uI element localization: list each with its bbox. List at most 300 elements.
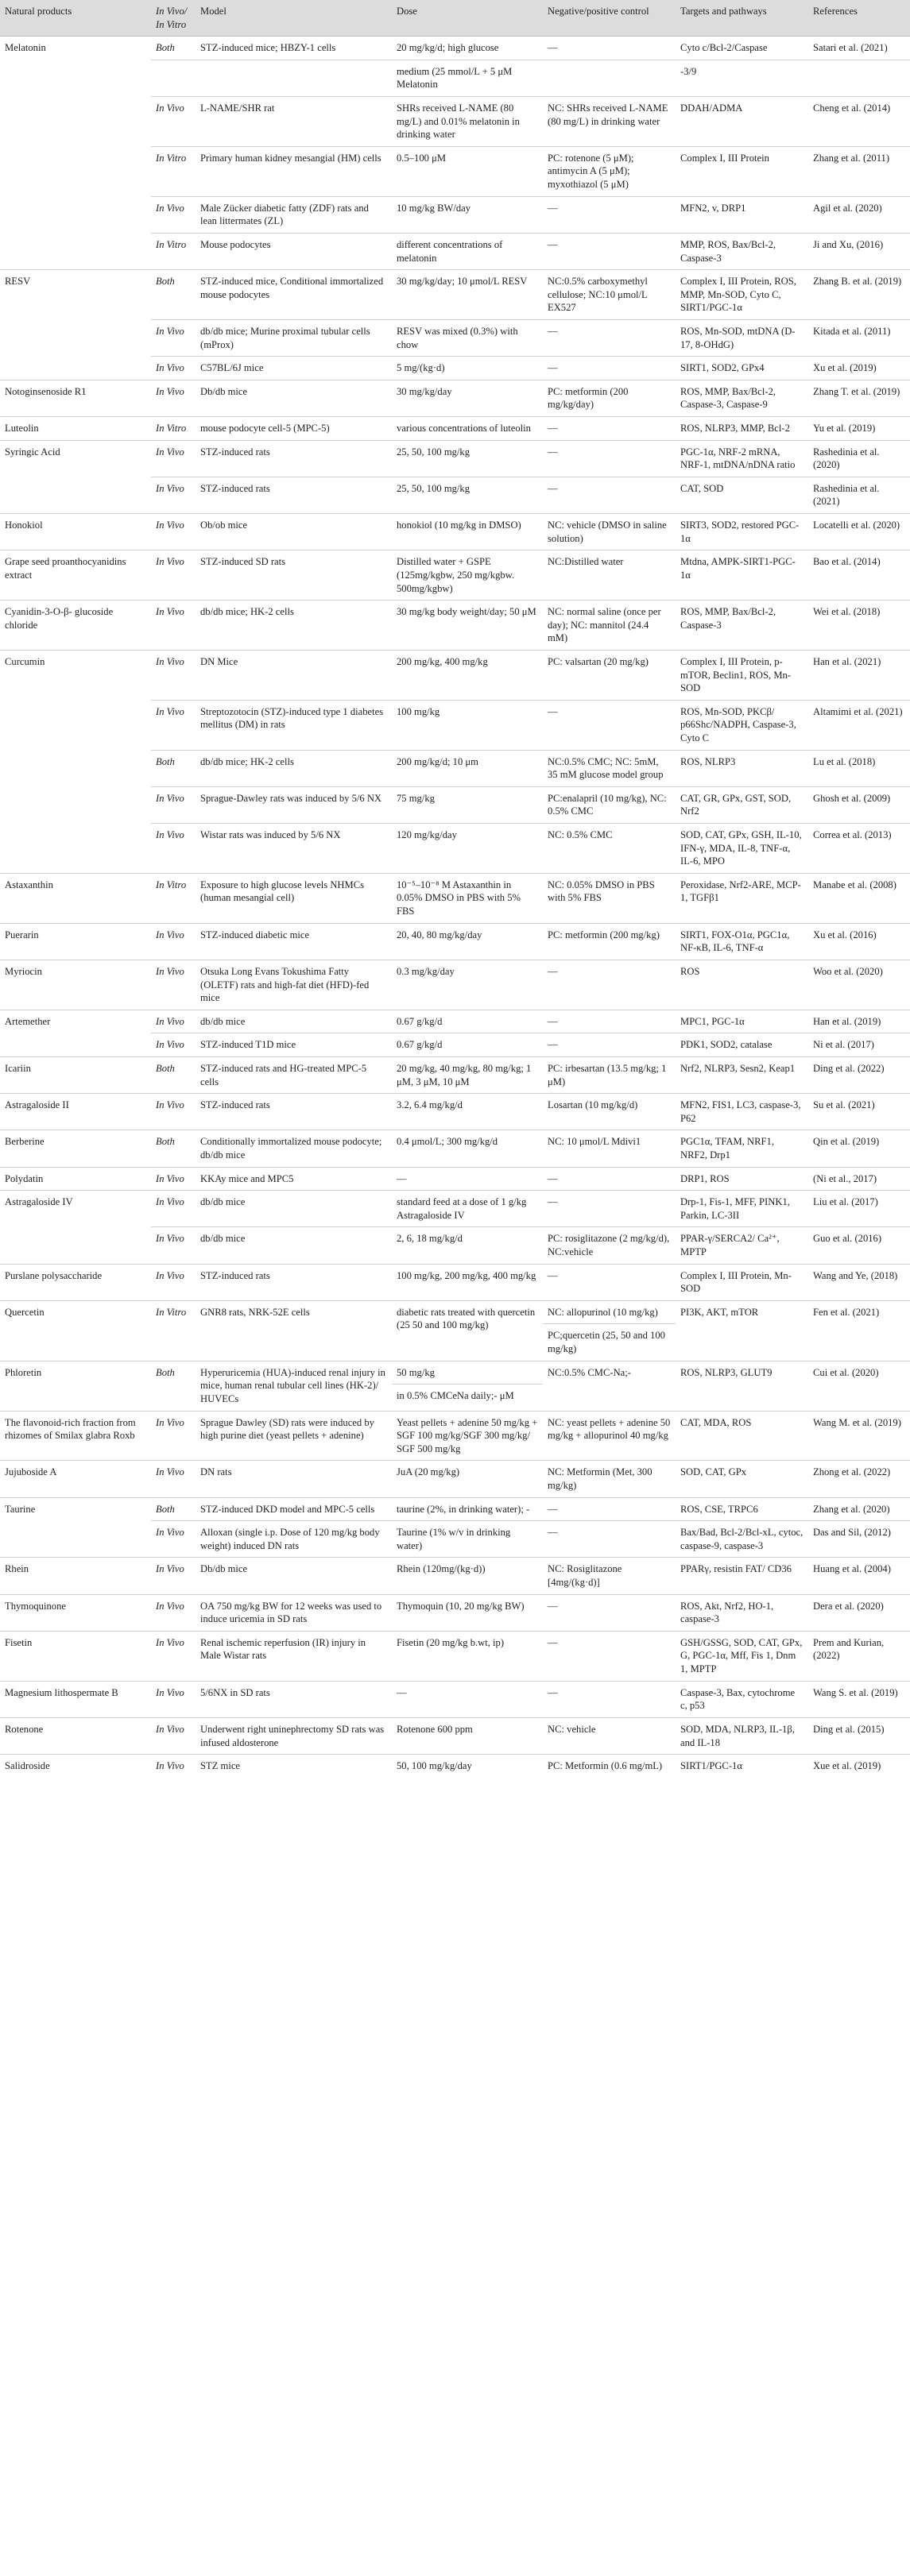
cell-model: STZ-induced T1D mice <box>196 1033 392 1057</box>
cell-dose: 20 mg/kg, 40 mg/kg, 80 mg/kg; 1 μM, 3 μM, 10 μM <box>392 1056 543 1093</box>
cell-dose: — <box>392 1681 543 1717</box>
table-row <box>0 923 910 960</box>
cell-mode: In Vivo <box>151 1521 196 1558</box>
cell-control: — <box>543 319 676 356</box>
cell-targets: PPARγ, resistin FAT/ CD36 <box>676 1558 808 1594</box>
cell-targets: MMP, ROS, Bax/Bcl-2, Caspase-3 <box>676 233 808 269</box>
table-row <box>0 270 910 320</box>
cell-natural-product: Cyanidin-3-O-β- glucoside chloride <box>0 601 151 651</box>
table-row <box>0 146 910 196</box>
cell-model: Conditionally immortalized mouse podocyte; db/db mice <box>196 1130 392 1167</box>
cell-mode: In Vivo <box>151 1631 196 1681</box>
cell-control: PC: rotenone (5 μM); antimycin A (5 μM); myxothiazol (5 μM) <box>543 146 676 196</box>
cell-natural-product <box>0 60 151 96</box>
table-row <box>0 417 910 441</box>
cell-model: Wistar rats was induced by 5/6 NX <box>196 824 392 874</box>
cell-model: db/db mice <box>196 1227 392 1264</box>
cell-reference: Manabe et al. (2008) <box>808 873 910 923</box>
cell-model: STZ-induced SD rats <box>196 550 392 601</box>
cell-reference: Wang and Ye, (2018) <box>808 1264 910 1300</box>
cell-control: — <box>543 357 676 380</box>
cell-targets: PGC-1α, NRF-2 mRNA, NRF-1, mtDNA/nDNA ratio <box>676 440 808 477</box>
cell-dose: 30 mg/kg/day; 10 μmol/L RESV <box>392 270 543 320</box>
cell-control: NC: SHRs received L-NAME (80 mg/L) in drinking water <box>543 97 676 147</box>
cell-dose: 10 mg/kg BW/day <box>392 196 543 233</box>
cell-reference: Das and Sil, (2012) <box>808 1521 910 1558</box>
cell-natural-product: Astragaloside II <box>0 1094 151 1130</box>
cell-reference: Lu et al. (2018) <box>808 750 910 786</box>
cell-control: — <box>543 700 676 750</box>
cell-mode: In Vivo <box>151 1558 196 1594</box>
cell-control: NC: yeast pellets + adenine 50 mg/kg + allopurinol 40 mg/kg <box>543 1411 676 1461</box>
cell-control: — <box>543 1264 676 1300</box>
cell-control: NC: Metformin (Met, 300 mg/kg) <box>543 1461 676 1497</box>
cell-control: — <box>543 1521 676 1558</box>
cell-reference: Han et al. (2021) <box>808 650 910 700</box>
cell-dose: 25, 50, 100 mg/kg <box>392 440 543 477</box>
cell-natural-product: Quercetin <box>0 1300 151 1361</box>
cell-control: NC: vehicle (DMSO in saline solution) <box>543 514 676 550</box>
cell-targets: MFN2, v, DRP1 <box>676 196 808 233</box>
cell-natural-product <box>0 1227 151 1264</box>
cell-mode: In Vivo <box>151 196 196 233</box>
cell-mode: Both <box>151 1497 196 1521</box>
cell-mode: In Vivo <box>151 1594 196 1631</box>
cell-targets: SOD, CAT, GPx <box>676 1461 808 1497</box>
cell-control: — <box>543 1167 676 1191</box>
table-row <box>0 1521 910 1558</box>
table-row <box>0 1130 910 1167</box>
cell-mode: Both <box>151 750 196 786</box>
cell-targets: SIRT3, SOD2, restored PGC-1α <box>676 514 808 550</box>
cell-dose: Yeast pellets + adenine 50 mg/kg + SGF 100 mg/kg/SGF 300 mg/kg/ SGF 500 mg/kg <box>392 1411 543 1461</box>
cell-natural-product <box>0 1033 151 1057</box>
cell-model: STZ-induced rats <box>196 440 392 477</box>
cell-model: STZ-induced DKD model and MPC-5 cells <box>196 1497 392 1521</box>
table-row <box>0 1594 910 1631</box>
cell-targets: ROS, NLRP3, MMP, Bcl-2 <box>676 417 808 441</box>
cell-dose: 100 mg/kg <box>392 700 543 750</box>
table-row <box>0 824 910 874</box>
cell-reference: Prem and Kurian, (2022) <box>808 1631 910 1681</box>
cell-dose: 30 mg/kg body weight/day; 50 μM <box>392 601 543 651</box>
cell-mode: In Vivo <box>151 319 196 356</box>
cell-model: Male Zücker diabetic fatty (ZDF) rats and lean littermates (ZL) <box>196 196 392 233</box>
cell-reference: Liu et al. (2017) <box>808 1191 910 1227</box>
table-row <box>0 97 910 147</box>
cell-natural-product: Magnesium lithospermate B <box>0 1681 151 1717</box>
cell-mode: Both <box>151 1361 196 1411</box>
cell-targets: Cyto c/Bcl-2/Caspase <box>676 37 808 60</box>
cell-targets: ROS, NLRP3 <box>676 750 808 786</box>
cell-natural-product <box>0 824 151 874</box>
cell-dose: 100 mg/kg, 200 mg/kg, 400 mg/kg <box>392 1264 543 1300</box>
cell-natural-product: Jujuboside A <box>0 1461 151 1497</box>
cell-control: PC: Metformin (0.6 mg/mL) <box>543 1755 676 1778</box>
table-row <box>0 196 910 233</box>
cell-reference: Xu et al. (2019) <box>808 357 910 380</box>
cell-part: PC;quercetin (25, 50 and 100 mg/kg) <box>543 1323 676 1355</box>
cell-natural-product: Melatonin <box>0 37 151 60</box>
cell-model: L-NAME/SHR rat <box>196 97 392 147</box>
cell-targets: SOD, CAT, GPx, GSH, IL-10, IFN-γ, MDA, IL-8, TNF-α, IL-6, MPO <box>676 824 808 874</box>
cell-control: — <box>543 1033 676 1057</box>
cell-dose: 25, 50, 100 mg/kg <box>392 477 543 513</box>
table-row <box>0 1010 910 1033</box>
cell-model: OA 750 mg/kg BW for 12 weeks was used to induce uricemia in SD rats <box>196 1594 392 1631</box>
cell-control: PC: irbesartan (13.5 mg/kg; 1 μM) <box>543 1056 676 1093</box>
cell-reference: Zhong et al. (2022) <box>808 1461 910 1497</box>
cell-model: Alloxan (single i.p. Dose of 120 mg/kg body weight) induced DN rats <box>196 1521 392 1558</box>
table-row <box>0 1191 910 1227</box>
cell-model: Renal ischemic reperfusion (IR) injury in Male Wistar rats <box>196 1631 392 1681</box>
cell-mode: In Vivo <box>151 650 196 700</box>
cell-mode: In Vivo <box>151 1411 196 1461</box>
cell-model: STZ-induced rats <box>196 1094 392 1130</box>
table-row <box>0 1094 910 1130</box>
cell-control <box>543 60 676 96</box>
table-row <box>0 380 910 416</box>
cell-dose: various concentrations of luteolin <box>392 417 543 441</box>
cell-natural-product: Artemether <box>0 1010 151 1033</box>
cell-mode: In Vivo <box>151 1717 196 1754</box>
cell-reference: Han et al. (2019) <box>808 1010 910 1033</box>
cell-mode: In Vivo <box>151 440 196 477</box>
cell-dose: 0.67 g/kg/d <box>392 1033 543 1057</box>
table-row <box>0 1361 910 1411</box>
cell-targets: ROS, NLRP3, GLUT9 <box>676 1361 808 1411</box>
cell-reference: Rashedinia et al. (2020) <box>808 440 910 477</box>
cell-model: STZ-induced rats <box>196 477 392 513</box>
cell-reference: Zhang T. et al. (2019) <box>808 380 910 416</box>
cell-reference: Xu et al. (2016) <box>808 923 910 960</box>
cell-control: — <box>543 1191 676 1227</box>
cell-control: — <box>543 1497 676 1521</box>
cell-model: db/db mice; Murine proximal tubular cells (mProx) <box>196 319 392 356</box>
cell-mode: In Vivo <box>151 514 196 550</box>
cell-natural-product: Astaxanthin <box>0 873 151 923</box>
cell-mode: In Vivo <box>151 550 196 601</box>
table-row <box>0 873 910 923</box>
cell-reference: Satari et al. (2021) <box>808 37 910 60</box>
cell-mode: In Vivo <box>151 1264 196 1300</box>
cell-dose: 2, 6, 18 mg/kg/d <box>392 1227 543 1264</box>
cell-reference: Bao et al. (2014) <box>808 550 910 601</box>
cell-model: Ob/ob mice <box>196 514 392 550</box>
cell-mode: Both <box>151 1130 196 1167</box>
table-row <box>0 1264 910 1300</box>
cell-targets: PI3K, AKT, mTOR <box>676 1300 808 1361</box>
cell-model: STZ-induced mice; HBZY-1 cells <box>196 37 392 60</box>
cell-dose: 200 mg/kg/d; 10 μm <box>392 750 543 786</box>
cell-targets: Drp-1, Fis-1, MFF, PINK1, Parkin, LC-3II <box>676 1191 808 1227</box>
cell-control: NC:0.5% CMC; NC: 5mM, 35 mM glucose model group <box>543 750 676 786</box>
cell-mode: In Vivo <box>151 700 196 750</box>
cell-dose: 20 mg/kg/d; high glucose <box>392 37 543 60</box>
header-references: References <box>808 0 910 37</box>
table-row <box>0 1631 910 1681</box>
cell-targets: Peroxidase, Nrf2-ARE, MCP-1, TGFβ1 <box>676 873 808 923</box>
cell-reference: Wei et al. (2018) <box>808 601 910 651</box>
cell-reference: Altamimi et al. (2021) <box>808 700 910 750</box>
table-header-row <box>0 0 910 37</box>
cell-mode: In Vivo <box>151 1010 196 1033</box>
cell-mode: In Vivo <box>151 1167 196 1191</box>
cell-dose: 5 mg/(kg·d) <box>392 357 543 380</box>
cell-mode: In Vitro <box>151 146 196 196</box>
cell-mode: In Vivo <box>151 1033 196 1057</box>
cell-part: NC: allopurinol (10 mg/kg) <box>548 1306 658 1318</box>
cell-dose: standard feed at a dose of 1 g/kg Astragaloside IV <box>392 1191 543 1227</box>
cell-dose: medium (25 mmol/L + 5 μM Melatonin <box>392 60 543 96</box>
cell-control: — <box>543 233 676 269</box>
cell-natural-product: RESV <box>0 270 151 320</box>
cell-dose: JuA (20 mg/kg) <box>392 1461 543 1497</box>
cell-targets: Complex I, III Protein <box>676 146 808 196</box>
cell-reference <box>808 60 910 96</box>
cell-model: STZ-induced rats and HG-treated MPC-5 cells <box>196 1056 392 1093</box>
cell-targets: CAT, MDA, ROS <box>676 1411 808 1461</box>
table-row <box>0 750 910 786</box>
cell-dose: 50, 100 mg/kg/day <box>392 1755 543 1778</box>
cell-natural-product <box>0 357 151 380</box>
cell-control: NC: vehicle <box>543 1717 676 1754</box>
cell-targets: SOD, MDA, NLRP3, IL-1β, and IL-18 <box>676 1717 808 1754</box>
header-in-vivo-in-vitro: In Vivo/ In Vitro <box>151 0 196 37</box>
cell-mode: In Vitro <box>151 233 196 269</box>
cell-mode: In Vivo <box>151 923 196 960</box>
table-row <box>0 1033 910 1057</box>
cell-reference: (Ni et al., 2017) <box>808 1167 910 1191</box>
cell-targets: Bax/Bad, Bcl-2/Bcl-xL, cytoc, caspase-9, caspase-3 <box>676 1521 808 1558</box>
cell-natural-product <box>0 1521 151 1558</box>
table-row <box>0 60 910 96</box>
cell-control: Losartan (10 mg/kg/d) <box>543 1094 676 1130</box>
cell-control: NC: 0.5% CMC <box>543 824 676 874</box>
cell-targets: SIRT1, FOX-O1α, PGC1α, NF-κB, IL-6, TNF-α <box>676 923 808 960</box>
table-row <box>0 477 910 513</box>
cell-dose: 75 mg/kg <box>392 786 543 823</box>
table-row <box>0 960 910 1010</box>
table-row <box>0 37 910 60</box>
cell-reference: Qin et al. (2019) <box>808 1130 910 1167</box>
cell-dose: honokiol (10 mg/kg in DMSO) <box>392 514 543 550</box>
cell-targets: MFN2, FIS1, LC3, caspase-3, P62 <box>676 1094 808 1130</box>
table-row <box>0 1461 910 1497</box>
cell-targets: GSH/GSSG, SOD, CAT, GPx, G, PGC-1α, Mff, Fis 1, Dnm 1, MPTP <box>676 1631 808 1681</box>
cell-mode: In Vivo <box>151 960 196 1010</box>
cell-natural-product: Phloretin <box>0 1361 151 1411</box>
table-row <box>0 1497 910 1521</box>
cell-natural-product <box>0 700 151 750</box>
cell-model: Mouse podocytes <box>196 233 392 269</box>
cell-control: NC:Distilled water <box>543 550 676 601</box>
cell-mode: In Vivo <box>151 1461 196 1497</box>
cell-mode: Both <box>151 37 196 60</box>
cell-targets: ROS, Mn-SOD, PKCβ/ p66Shc/NADPH, Caspase-3, Cyto C <box>676 700 808 750</box>
cell-dose: different concentrations of melatonin <box>392 233 543 269</box>
cell-reference: Ghosh et al. (2009) <box>808 786 910 823</box>
cell-natural-product <box>0 319 151 356</box>
cell-reference: Correa et al. (2013) <box>808 824 910 874</box>
cell-model: db/db mice <box>196 1191 392 1227</box>
cell-natural-product: Rotenone <box>0 1717 151 1754</box>
cell-reference: Zhang et al. (2020) <box>808 1497 910 1521</box>
cell-control: NC:0.5% CMC-Na;- <box>543 1361 676 1411</box>
header-targets: Targets and pathways <box>676 0 808 37</box>
cell-dose: taurine (2%, in drinking water); - <box>392 1497 543 1521</box>
cell-mode: In Vitro <box>151 1300 196 1361</box>
table-row <box>0 1056 910 1093</box>
cell-targets: SIRT1, SOD2, GPx4 <box>676 357 808 380</box>
cell-control: — <box>543 440 676 477</box>
cell-dose: 0.5–100 μM <box>392 146 543 196</box>
cell-natural-product: Curcumin <box>0 650 151 700</box>
cell-targets: CAT, SOD <box>676 477 808 513</box>
cell-reference: Rashedinia et al. (2021) <box>808 477 910 513</box>
cell-targets: ROS, Mn-SOD, mtDNA (D-17, 8-OHdG) <box>676 319 808 356</box>
cell-reference: Cheng et al. (2014) <box>808 97 910 147</box>
cell-dose: 0.4 μmol/L; 300 mg/kg/d <box>392 1130 543 1167</box>
table-row <box>0 700 910 750</box>
cell-targets: CAT, GR, GPx, GST, SOD, Nrf2 <box>676 786 808 823</box>
cell-model: db/db mice; HK-2 cells <box>196 750 392 786</box>
cell-targets: DDAH/ADMA <box>676 97 808 147</box>
table-row <box>0 1300 910 1361</box>
cell-model: Hyperuricemia (HUA)-induced renal injury in mice, human renal tubular cell lines (HK-2)/ HUVECs <box>196 1361 392 1411</box>
table-row <box>0 233 910 269</box>
cell-dose: Fisetin (20 mg/kg b.wt, ip) <box>392 1631 543 1681</box>
cell-control: — <box>543 417 676 441</box>
cell-mode: In Vivo <box>151 380 196 416</box>
cell-natural-product: Astragaloside IV <box>0 1191 151 1227</box>
cell-mode: In Vivo <box>151 1681 196 1717</box>
cell-mode: In Vivo <box>151 1755 196 1778</box>
cell-dose: SHRs received L-NAME (80 mg/L) and 0.01% melatonin in drinking water <box>392 97 543 147</box>
cell-model: db/db mice <box>196 1010 392 1033</box>
cell-control: NC:0.5% carboxymethyl cellulose; NC:10 μmol/L EX527 <box>543 270 676 320</box>
cell-targets: Complex I, III Protein, Mn-SOD <box>676 1264 808 1300</box>
cell-control: — <box>543 37 676 60</box>
cell-targets: ROS, Akt, Nrf2, HO-1, caspase-3 <box>676 1594 808 1631</box>
cell-natural-product: Notoginsenoside R1 <box>0 380 151 416</box>
cell-natural-product: Berberine <box>0 1130 151 1167</box>
cell-mode <box>151 60 196 96</box>
header-control: Negative/positive control <box>543 0 676 37</box>
cell-part: in 0.5% CMCeNa daily;- μM <box>392 1384 543 1403</box>
cell-reference: Guo et al. (2016) <box>808 1227 910 1264</box>
cell-model: STZ-induced rats <box>196 1264 392 1300</box>
cell-dose: Rotenone 600 ppm <box>392 1717 543 1754</box>
cell-dose <box>392 1361 543 1411</box>
cell-control: PC:enalapril (10 mg/kg), NC: 0.5% CMC <box>543 786 676 823</box>
cell-part: 50 mg/kg <box>397 1366 435 1378</box>
table-row <box>0 601 910 651</box>
cell-targets: DRP1, ROS <box>676 1167 808 1191</box>
cell-targets: -3/9 <box>676 60 808 96</box>
table-row <box>0 440 910 477</box>
cell-targets: Nrf2, NLRP3, Sesn2, Keap1 <box>676 1056 808 1093</box>
cell-model: C57BL/6J mice <box>196 357 392 380</box>
cell-control: PC: rosiglitazone (2 mg/kg/d), NC:vehicle <box>543 1227 676 1264</box>
cell-mode: In Vivo <box>151 357 196 380</box>
cell-model: Sprague-Dawley rats was induced by 5/6 NX <box>196 786 392 823</box>
table-row <box>0 1227 910 1264</box>
cell-targets: PPAR-γ/SERCA2/ Ca²⁺, MPTP <box>676 1227 808 1264</box>
cell-control: NC: Rosiglitazone [4mg/(kg·d)] <box>543 1558 676 1594</box>
table-row <box>0 786 910 823</box>
cell-reference: Su et al. (2021) <box>808 1094 910 1130</box>
cell-targets: PDK1, SOD2, catalase <box>676 1033 808 1057</box>
cell-reference: Wang S. et al. (2019) <box>808 1681 910 1717</box>
cell-mode: In Vivo <box>151 97 196 147</box>
table-row <box>0 1167 910 1191</box>
cell-mode: In Vivo <box>151 601 196 651</box>
table-row <box>0 1755 910 1778</box>
cell-control: — <box>543 477 676 513</box>
cell-natural-product <box>0 97 151 147</box>
cell-control: PC: metformin (200 mg/kg/day) <box>543 380 676 416</box>
cell-model: mouse podocyte cell-5 (MPC-5) <box>196 417 392 441</box>
cell-model: Primary human kidney mesangial (HM) cells <box>196 146 392 196</box>
cell-natural-product: The flavonoid-rich fraction from rhizomes of Smilax glabra Roxb <box>0 1411 151 1461</box>
header-natural-products: Natural products <box>0 0 151 37</box>
cell-control: NC: normal saline (once per day); NC: mannitol (24.4 mM) <box>543 601 676 651</box>
cell-reference: Ji and Xu, (2016) <box>808 233 910 269</box>
cell-natural-product: Thymoquinone <box>0 1594 151 1631</box>
cell-reference: Fen et al. (2021) <box>808 1300 910 1361</box>
cell-targets: Caspase-3, Bax, cytochrome c, p53 <box>676 1681 808 1717</box>
table-row <box>0 1558 910 1594</box>
cell-mode: In Vitro <box>151 873 196 923</box>
cell-mode: In Vivo <box>151 786 196 823</box>
cell-model: DN Mice <box>196 650 392 700</box>
cell-control: — <box>543 1631 676 1681</box>
cell-natural-product: Purslane polysaccharide <box>0 1264 151 1300</box>
cell-reference: Ding et al. (2022) <box>808 1056 910 1093</box>
cell-reference: Wang M. et al. (2019) <box>808 1411 910 1461</box>
cell-natural-product <box>0 233 151 269</box>
cell-reference: Kitada et al. (2011) <box>808 319 910 356</box>
table-row <box>0 357 910 380</box>
cell-natural-product <box>0 477 151 513</box>
table-row <box>0 1717 910 1754</box>
cell-dose: — <box>392 1167 543 1191</box>
cell-dose: Rhein (120mg/(kg·d)) <box>392 1558 543 1594</box>
cell-natural-product: Syringic Acid <box>0 440 151 477</box>
cell-targets: SIRT1/PGC-1α <box>676 1755 808 1778</box>
cell-model: STZ-induced mice, Conditional immortalized mouse podocytes <box>196 270 392 320</box>
cell-dose: 120 mg/kg/day <box>392 824 543 874</box>
cell-natural-product <box>0 146 151 196</box>
cell-model: STZ-induced diabetic mice <box>196 923 392 960</box>
cell-control: — <box>543 196 676 233</box>
cell-dose: 20, 40, 80 mg/kg/day <box>392 923 543 960</box>
cell-reference: Xue et al. (2019) <box>808 1755 910 1778</box>
cell-model: Underwent right uninephrectomy SD rats was infused aldosterone <box>196 1717 392 1754</box>
cell-targets: ROS <box>676 960 808 1010</box>
cell-model: Db/db mice <box>196 1558 392 1594</box>
cell-natural-product: Honokiol <box>0 514 151 550</box>
cell-targets: Mtdna, AMPK-SIRT1-PGC-1α <box>676 550 808 601</box>
cell-control: PC: valsartan (20 mg/kg) <box>543 650 676 700</box>
cell-mode: Both <box>151 270 196 320</box>
cell-dose: Distilled water + GSPE (125mg/kgbw, 250 mg/kgbw. 500mg/kgbw) <box>392 550 543 601</box>
cell-mode: In Vivo <box>151 1191 196 1227</box>
cell-natural-product: Luteolin <box>0 417 151 441</box>
cell-dose: 30 mg/kg/day <box>392 380 543 416</box>
cell-model: Sprague Dawley (SD) rats were induced by high purine diet (yeast pellets + adenine) <box>196 1411 392 1461</box>
